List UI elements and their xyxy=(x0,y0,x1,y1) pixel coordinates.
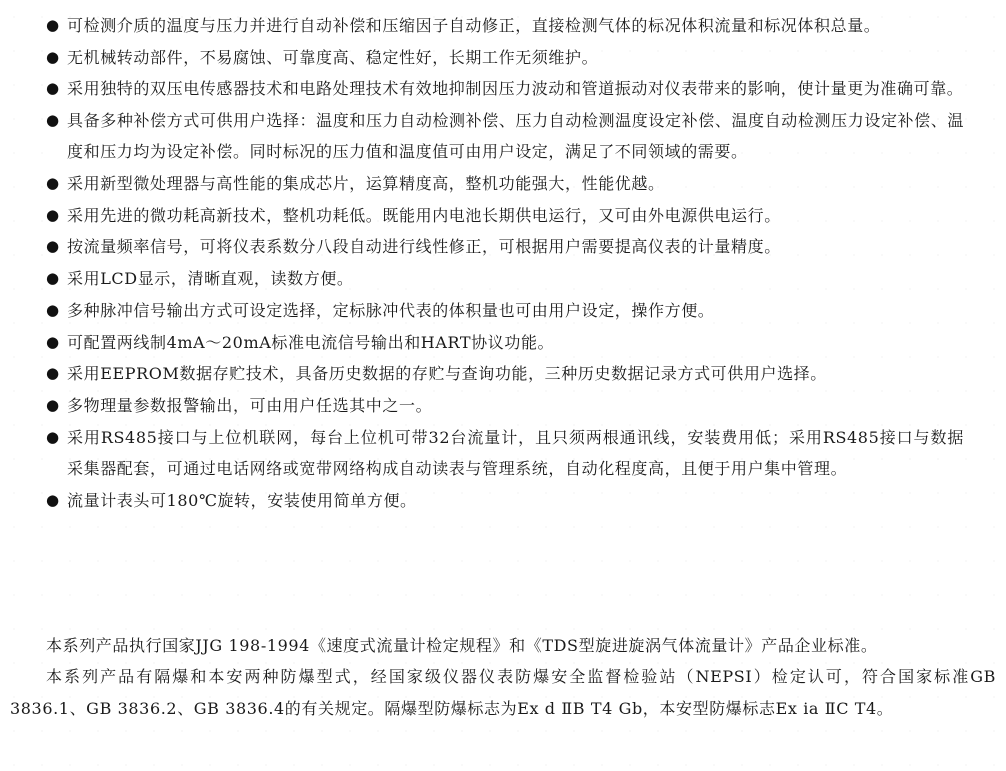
feature-item xyxy=(44,295,964,326)
feature-item xyxy=(44,263,964,294)
explosion-proof-paragraph: 本系列产品有隔爆和本安两种防爆型式，经国家级仪器仪表防爆安全监督检验站（NEPSI）检定认可，符合国家标准GB 3836.1、GB 3836.2、GB 3836.4的有关规定。隔爆型防爆标志为Ex d ⅡB T4 Gb，本安型防爆标志Ex ia ⅡC T4。 xyxy=(10,667,996,718)
feature-text: 采用LCD显示，清晰直观，读数方便。 xyxy=(67,269,354,289)
feature-text: 采用独特的双压电传感器技术和电路处理技术有效地抑制因压力波动和管道振动对仪表带来的影响，使计量更为准确可靠。 xyxy=(67,79,964,99)
bullet-icon: ● xyxy=(46,427,60,446)
bullet-icon: ● xyxy=(46,237,60,256)
feature-text: 采用EEPROM数据存贮技术，具备历史数据的存贮与查询功能，三种历史数据记录方式可供用户选择。 xyxy=(67,364,827,384)
bullet-icon: ● xyxy=(46,174,60,193)
bullet-icon: ● xyxy=(46,79,60,98)
bullet-icon: ● xyxy=(46,16,60,34)
feature-text: 无机械转动部件，不易腐蚀、可靠度高、稳定性好，长期工作无须维护。 xyxy=(67,47,599,67)
bullet-icon: ● xyxy=(46,300,60,319)
bullet-icon: ● xyxy=(46,205,60,224)
feature-item xyxy=(44,390,964,421)
feature-text: 多种脉冲信号输出方式可设定选择，定标脉冲代表的体积量也可由用户设定，操作方便。 xyxy=(67,300,715,320)
feature-item xyxy=(44,327,964,358)
feature-text: 按流量频率信号，可将仪表系数分八段自动进行线性修正，可根据用户需要提高仪表的计量精度。 xyxy=(67,237,781,257)
feature-item xyxy=(44,231,964,262)
feature-text: 采用先进的微功耗高新技术，整机功耗低。既能用内电池长期供电运行，又可由外电源供电运行。 xyxy=(67,205,781,225)
feature-text: 多物理量参数报警输出，可由用户任选其中之一。 xyxy=(67,395,433,415)
feature-text: 可检测介质的温度与压力并进行自动补偿和压缩因子自动修正，直接检测气体的标况体积流量和标况体积总量。 xyxy=(67,16,881,35)
feature-item xyxy=(44,73,964,104)
feature-item xyxy=(44,10,964,41)
feature-text: 采用新型微处理器与高性能的集成芯片，运算精度高，整机功能强大，性能优越。 xyxy=(67,174,665,194)
bullet-icon: ● xyxy=(46,111,60,130)
feature-item xyxy=(44,358,964,389)
feature-item xyxy=(44,42,964,73)
feature-item xyxy=(44,422,964,484)
bullet-icon: ● xyxy=(46,47,60,66)
bullet-icon: ● xyxy=(46,332,60,351)
feature-text: 可配置两线制4mA～20mA标准电流信号输出和HART协议功能。 xyxy=(67,332,555,352)
standards-section xyxy=(10,630,996,724)
feature-item xyxy=(44,200,964,231)
feature-list xyxy=(44,10,964,516)
bullet-icon: ● xyxy=(46,395,60,414)
feature-text: 流量计表头可180℃旋转，安装使用简单方便。 xyxy=(67,490,417,510)
feature-item xyxy=(44,105,964,167)
standard-paragraph: 本系列产品执行国家JJG 198-1994《速度式流量计检定规程》和《TDS型旋进旋涡气体流量计》产品企业标准。 xyxy=(46,636,878,655)
bullet-icon: ● xyxy=(46,269,60,288)
bullet-icon: ● xyxy=(46,364,60,383)
feature-text: 采用RS485接口与上位机联网，每台上位机可带32台流量计，且只须两根通讯线，安装费用低；采用RS485接口与数据采集器配套，可通过电话网络或宽带网络构成自动读表与管理系统，自动化程度高，且便于用户集中管理。 xyxy=(67,427,964,478)
feature-text: 具备多种补偿方式可供用户选择：温度和压力自动检测补偿、压力自动检测温度设定补偿、温度自动检测压力设定补偿、温度和压力均为设定补偿。同时标况的压力值和温度值可由用户设定，满足了不同领域的需要。 xyxy=(67,111,964,162)
feature-item xyxy=(44,485,964,516)
bullet-icon: ● xyxy=(46,490,60,509)
feature-item xyxy=(44,168,964,199)
